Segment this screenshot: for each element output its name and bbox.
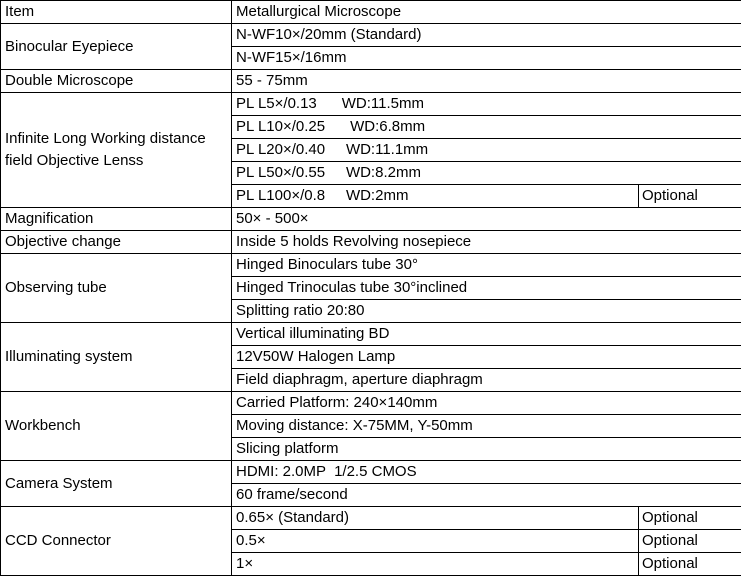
table-row [1, 24, 741, 47]
table-row [1, 70, 741, 93]
ccd-connector-value: 0.65× (Standard) [232, 507, 639, 530]
optional-note: Optional [639, 507, 741, 530]
table-row [1, 254, 741, 277]
objective-lens-value: PL L10×/0.25 WD:6.8mm [232, 116, 741, 139]
objective-lens-value: PL L5×/0.13 WD:11.5mm [232, 93, 741, 116]
illuminating-system-label: Illuminating system [1, 323, 232, 392]
observing-tube-value: Splitting ratio 20:80 [232, 300, 741, 323]
illuminating-system-value: Field diaphragm, aperture diaphragm [232, 369, 741, 392]
table-row [1, 93, 741, 116]
eyepiece-label: Binocular Eyepiece [1, 24, 232, 70]
table-row [1, 461, 741, 484]
double-microscope-value: 55 - 75mm [232, 70, 741, 93]
table-row [1, 208, 741, 231]
table-row [1, 231, 741, 254]
table-row [1, 392, 741, 415]
illuminating-system-value: Vertical illuminating BD [232, 323, 741, 346]
item-label: Item [1, 1, 232, 24]
optional-note: Optional [639, 553, 741, 576]
camera-system-value: HDMI: 2.0MP 1/2.5 CMOS [232, 461, 741, 484]
workbench-label: Workbench [1, 392, 232, 461]
observing-tube-value: Hinged Trinoculas tube 30°inclined [232, 277, 741, 300]
workbench-value: Carried Platform: 240×140mm [232, 392, 741, 415]
objective-lens-value: PL L50×/0.55 WD:8.2mm [232, 162, 741, 185]
ccd-connector-value: 1× [232, 553, 639, 576]
table-row [1, 1, 741, 24]
eyepiece-value: N-WF10×/20mm (Standard) [232, 24, 741, 47]
objective-change-value: Inside 5 holds Revolving nosepiece [232, 231, 741, 254]
magnification-value: 50× - 500× [232, 208, 741, 231]
objective-change-label: Objective change [1, 231, 232, 254]
optional-note: Optional [639, 530, 741, 553]
table-row [1, 323, 741, 346]
item-value: Metallurgical Microscope [232, 1, 741, 24]
optional-note: Optional [639, 185, 741, 208]
ccd-connector-value: 0.5× [232, 530, 639, 553]
table-row [1, 507, 741, 530]
camera-system-value: 60 frame/second [232, 484, 741, 507]
illuminating-system-value: 12V50W Halogen Lamp [232, 346, 741, 369]
workbench-value: Moving distance: X-75MM, Y-50mm [232, 415, 741, 438]
objective-lens-label: Infinite Long Working distance field Objective Lenss [1, 93, 232, 208]
magnification-label: Magnification [1, 208, 232, 231]
observing-tube-label: Observing tube [1, 254, 232, 323]
camera-system-label: Camera System [1, 461, 232, 507]
eyepiece-value: N-WF15×/16mm [232, 47, 741, 70]
double-microscope-label: Double Microscope [1, 70, 232, 93]
objective-lens-value: PL L20×/0.40 WD:11.1mm [232, 139, 741, 162]
observing-tube-value: Hinged Binoculars tube 30° [232, 254, 741, 277]
ccd-connector-label: CCD Connector [1, 507, 232, 576]
objective-lens-value: PL L100×/0.8 WD:2mm [232, 185, 639, 208]
workbench-value: Slicing platform [232, 438, 741, 461]
